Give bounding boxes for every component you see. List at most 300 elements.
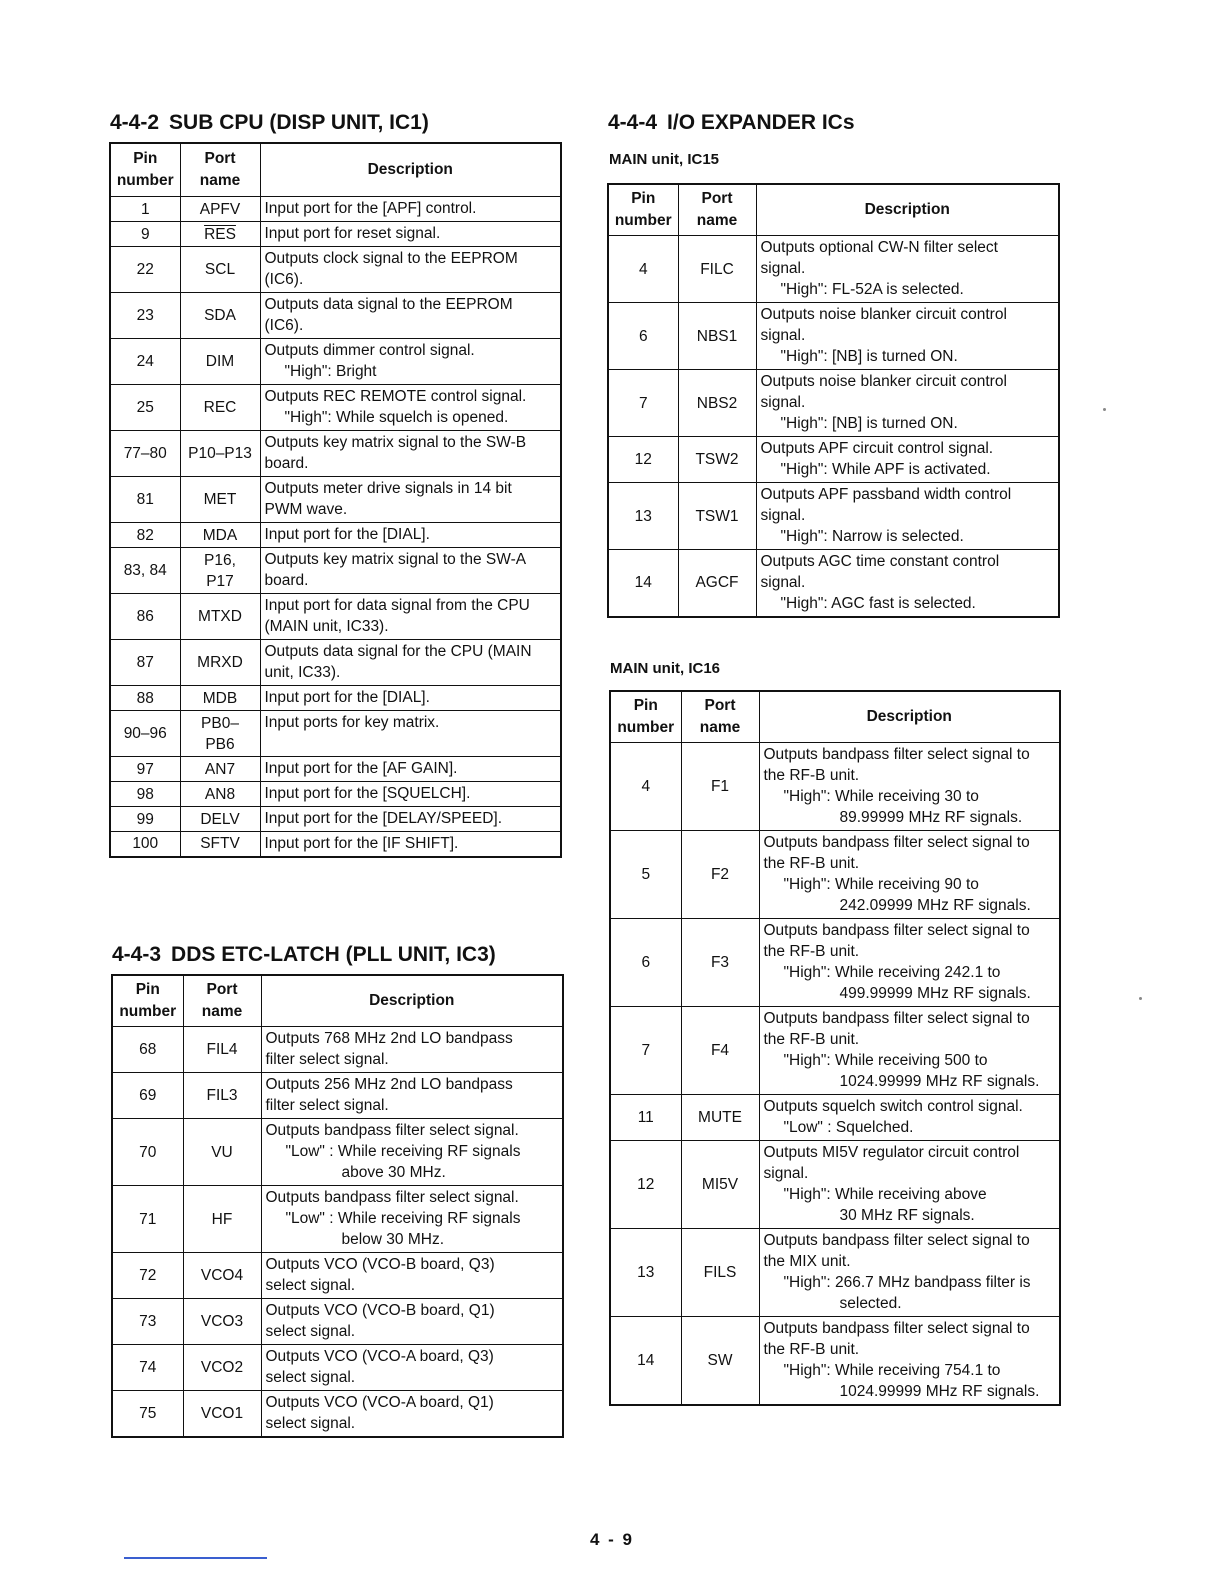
port-name-cell xyxy=(678,303,756,370)
header-port-line1: Port xyxy=(204,150,236,167)
description-line: Outputs 256 MHz 2nd LO bandpass xyxy=(265,1076,513,1093)
port-name-cell xyxy=(180,548,260,594)
port-name: F3 xyxy=(710,954,730,971)
pin-number-cell: 23 xyxy=(110,293,180,339)
header-port-line2: name xyxy=(201,1003,243,1020)
table-header-row xyxy=(112,975,563,1027)
subtitle-ic15: MAIN unit, IC15 xyxy=(609,151,720,168)
description-line: Outputs key matrix signal to the SW-A xyxy=(264,551,527,568)
header-pin-line2: number xyxy=(116,172,174,189)
section-title-4-4-4 xyxy=(608,111,855,135)
description-line: signal. xyxy=(760,260,806,277)
pin-number-cell: 7 xyxy=(608,370,678,437)
description-line: Outputs bandpass filter select signal to xyxy=(763,1010,1030,1027)
port-name: HF xyxy=(211,1210,233,1228)
port-name: VCO4 xyxy=(200,1267,244,1284)
port-name: FIL4 xyxy=(206,1041,238,1058)
table-row xyxy=(110,247,561,293)
section-title-4-4-2 xyxy=(110,111,429,135)
pin-number-cell: 82 xyxy=(110,523,180,548)
table-row xyxy=(110,293,561,339)
port-name-cell xyxy=(183,1345,261,1391)
description-line: Outputs VCO (VCO-A board, Q3) xyxy=(265,1348,494,1365)
description-line: Outputs bandpass filter select signal to xyxy=(763,746,1030,763)
port-name-cell xyxy=(180,477,260,523)
pin-number-cell: 14 xyxy=(608,550,678,617)
table-row xyxy=(608,483,1059,550)
pin-number-cell: 70 xyxy=(112,1119,183,1186)
port-name-cell xyxy=(183,1253,261,1299)
section-title-text: SUB CPU (DISP UNIT, IC1) xyxy=(169,111,429,134)
port-name-cell xyxy=(183,1027,261,1073)
col-header-port xyxy=(183,975,261,1027)
table-row xyxy=(610,1095,1060,1141)
section-number: 4-4-3 xyxy=(112,943,162,966)
description-line: PWM wave. xyxy=(264,501,348,518)
table-row xyxy=(610,1317,1060,1405)
port-name: VCO1 xyxy=(200,1404,244,1422)
description-line: "High": FL-52A is selected. xyxy=(780,281,964,298)
table-header-row xyxy=(110,143,561,197)
description-line: the RF-B unit. xyxy=(763,1341,860,1358)
scan-speck xyxy=(1103,408,1106,411)
table-row xyxy=(112,1073,563,1119)
pin-number-cell: 87 xyxy=(110,640,180,686)
pin-number-cell: 77–80 xyxy=(110,431,180,477)
description-line: unit, IC33). xyxy=(264,664,341,681)
table-row xyxy=(110,807,561,832)
description-cell xyxy=(260,594,561,640)
description-cell xyxy=(261,1073,563,1119)
section-number: 4-4-2 xyxy=(110,111,160,134)
port-name-cell xyxy=(183,1186,261,1253)
table-sub-cpu xyxy=(109,142,562,858)
port-name-cell xyxy=(180,711,260,757)
table-row xyxy=(608,236,1059,303)
pin-number-cell: 75 xyxy=(112,1391,183,1437)
description-line: Outputs meter drive signals in 14 bit xyxy=(264,480,512,497)
port-name: MI5V xyxy=(701,1176,739,1193)
table-row xyxy=(110,385,561,431)
description-line: "High": 266.7 MHz bandpass filter is xyxy=(783,1274,1031,1291)
table-dds-etc-latch xyxy=(111,974,564,1438)
description-line: signal. xyxy=(760,574,806,591)
pin-number-cell: 83, 84 xyxy=(110,548,180,594)
header-pin-line2: number xyxy=(119,1003,177,1020)
col-header-description: Description xyxy=(759,691,1060,743)
description-cell xyxy=(759,1317,1060,1405)
description-line: (IC6). xyxy=(264,317,304,334)
port-name-cell xyxy=(678,550,756,617)
description-cell xyxy=(756,236,1059,303)
port-name: MRXD xyxy=(197,654,243,671)
pin-number-cell: 14 xyxy=(610,1317,681,1405)
subtitle-ic16: MAIN unit, IC16 xyxy=(610,660,721,677)
port-name: FIL3 xyxy=(206,1087,238,1104)
header-port-line1: Port xyxy=(704,697,736,714)
description-line: the RF-B unit. xyxy=(763,855,860,872)
description-line: Outputs VCO (VCO-A board, Q1) xyxy=(265,1394,494,1411)
col-header-pin xyxy=(608,184,678,236)
port-name-cell xyxy=(678,236,756,303)
port-name-cell xyxy=(678,437,756,483)
header-pin-line2: number xyxy=(617,719,675,736)
description-cell xyxy=(260,548,561,594)
port-name: APFV xyxy=(199,200,241,218)
description-line: the MIX unit. xyxy=(763,1253,851,1270)
port-name: P10–P13 xyxy=(188,445,252,462)
pin-number-cell: 6 xyxy=(608,303,678,370)
pin-number-cell: 24 xyxy=(110,339,180,385)
description-cell xyxy=(261,1119,563,1186)
scan-speck xyxy=(1139,997,1142,1000)
table-row xyxy=(110,640,561,686)
pin-number-cell: 68 xyxy=(112,1027,183,1073)
port-name-cell xyxy=(183,1391,261,1437)
header-port-line1: Port xyxy=(206,981,238,998)
port-name-cell xyxy=(180,197,260,222)
port-name: MDA xyxy=(202,526,238,544)
description-line: the RF-B unit. xyxy=(763,1031,860,1048)
description-line: Outputs MI5V regulator circuit control xyxy=(763,1144,1020,1161)
pin-number-cell: 12 xyxy=(608,437,678,483)
description-cell xyxy=(759,743,1060,831)
port-name-cell xyxy=(681,831,759,919)
description-line: Input port for the [DIAL]. xyxy=(264,526,430,543)
description-cell xyxy=(759,919,1060,1007)
description-line: Outputs AGC time constant control xyxy=(760,553,1000,570)
description-line: Outputs bandpass filter select signal to xyxy=(763,922,1030,939)
description-cell xyxy=(759,1141,1060,1229)
table-row xyxy=(610,831,1060,919)
col-header-pin xyxy=(110,143,180,197)
description-line: the RF-B unit. xyxy=(763,943,860,960)
description-line: "High": While receiving 242.1 to xyxy=(783,964,1001,981)
table-row xyxy=(110,431,561,477)
table-header-row xyxy=(608,184,1059,236)
description-cell xyxy=(260,523,561,548)
description-line: select signal. xyxy=(265,1323,356,1340)
description-cell xyxy=(756,370,1059,437)
pin-number-cell: 25 xyxy=(110,385,180,431)
col-header-pin xyxy=(112,975,183,1027)
table-row xyxy=(608,437,1059,483)
description-line: 89.99999 MHz RF signals. xyxy=(839,809,1023,826)
description-cell xyxy=(260,757,561,782)
description-line: "High": AGC fast is selected. xyxy=(780,595,976,612)
pin-number-cell: 81 xyxy=(110,477,180,523)
description-line: Outputs data signal for the CPU (MAIN xyxy=(264,643,532,660)
description-line: selected. xyxy=(839,1295,902,1312)
port-name-cell xyxy=(183,1119,261,1186)
pin-number-cell: 100 xyxy=(110,832,180,857)
port-name-cell xyxy=(180,832,260,857)
description-cell xyxy=(260,640,561,686)
description-line: Outputs dimmer control signal. xyxy=(264,342,475,359)
description-line: Outputs bandpass filter select signal. xyxy=(265,1189,519,1206)
port-name: FILS xyxy=(703,1264,737,1281)
port-name: F4 xyxy=(710,1042,730,1059)
description-line: 242.09999 MHz RF signals. xyxy=(839,897,1031,914)
port-name-cell xyxy=(183,1299,261,1345)
description-line: "High": While receiving 90 to xyxy=(783,876,979,893)
port-name: TSW1 xyxy=(695,507,739,525)
port-name-cell xyxy=(180,247,260,293)
table-row xyxy=(110,711,561,757)
port-name-cell xyxy=(180,807,260,832)
description-line: Outputs clock signal to the EEPROM xyxy=(264,250,518,267)
section-number: 4-4-4 xyxy=(608,111,658,134)
table-row xyxy=(608,550,1059,617)
description-line: signal. xyxy=(760,327,806,344)
footer-link-underline xyxy=(124,1557,267,1559)
description-line: Outputs 768 MHz 2nd LO bandpass xyxy=(265,1030,513,1047)
pin-number-cell: 69 xyxy=(112,1073,183,1119)
col-header-description: Description xyxy=(260,143,561,197)
section-title-text: I/O EXPANDER ICs xyxy=(667,111,855,134)
description-line: 1024.99999 MHz RF signals. xyxy=(839,1383,1040,1400)
description-line: the RF-B unit. xyxy=(763,767,860,784)
description-line: Outputs noise blanker circuit control xyxy=(760,373,1007,390)
description-cell xyxy=(260,807,561,832)
description-line: Input ports for key matrix. xyxy=(264,714,440,731)
description-line: "High": While APF is activated. xyxy=(780,461,991,478)
description-line: Input port for the [APF] control. xyxy=(264,200,477,217)
pin-number-cell: 97 xyxy=(110,757,180,782)
description-line: board. xyxy=(264,455,309,472)
description-line: "High": While receiving 30 to xyxy=(783,788,979,805)
port-name-cell xyxy=(681,1141,759,1229)
pin-number-cell: 72 xyxy=(112,1253,183,1299)
port-name-cell xyxy=(681,919,759,1007)
description-line: "High": [NB] is turned ON. xyxy=(780,415,958,432)
port-name: SW xyxy=(707,1351,733,1369)
pin-number-cell: 5 xyxy=(610,831,681,919)
col-header-description: Description xyxy=(261,975,563,1027)
description-line: Input port for the [IF SHIFT]. xyxy=(264,835,459,852)
table-row xyxy=(110,477,561,523)
header-pin-line1: Pin xyxy=(631,190,656,207)
description-cell xyxy=(756,303,1059,370)
description-cell xyxy=(759,1095,1060,1141)
port-name: MTXD xyxy=(198,608,242,625)
description-line: Outputs APF passband width control xyxy=(760,486,1012,503)
header-port-line2: name xyxy=(696,212,738,229)
description-line: "High": [NB] is turned ON. xyxy=(780,348,958,365)
table-row xyxy=(608,370,1059,437)
table-row xyxy=(112,1391,563,1437)
pin-number-cell: 74 xyxy=(112,1345,183,1391)
pin-number-cell: 22 xyxy=(110,247,180,293)
description-line: "High": Narrow is selected. xyxy=(780,528,964,545)
description-cell xyxy=(260,477,561,523)
port-name: MET xyxy=(203,491,237,508)
description-cell xyxy=(759,1229,1060,1317)
description-line: Input port for the [AF GAIN]. xyxy=(264,760,458,777)
port-name-cell xyxy=(180,640,260,686)
table-row xyxy=(112,1119,563,1186)
table-row xyxy=(110,222,561,247)
port-name: P16, xyxy=(204,551,236,569)
col-header-port xyxy=(180,143,260,197)
port-name-cell xyxy=(678,370,756,437)
port-name: REC xyxy=(203,399,237,416)
pin-number-cell: 13 xyxy=(608,483,678,550)
description-line: Outputs bandpass filter select signal to xyxy=(763,1320,1030,1337)
header-pin-line1: Pin xyxy=(633,697,658,714)
description-line: Outputs bandpass filter select signal to xyxy=(763,834,1030,851)
port-name: VCO2 xyxy=(200,1359,244,1376)
table-row xyxy=(608,303,1059,370)
description-line: signal. xyxy=(760,394,806,411)
description-line: Outputs optional CW-N filter select xyxy=(760,239,998,256)
pin-number-cell: 71 xyxy=(112,1186,183,1253)
description-line: select signal. xyxy=(265,1415,356,1432)
table-row xyxy=(610,743,1060,831)
port-name-cell xyxy=(180,523,260,548)
table-row xyxy=(110,197,561,222)
pin-number-cell: 90–96 xyxy=(110,711,180,757)
description-line: 1024.99999 MHz RF signals. xyxy=(839,1073,1040,1090)
pin-number-cell: 99 xyxy=(110,807,180,832)
pin-number-cell: 86 xyxy=(110,594,180,640)
table-row xyxy=(110,757,561,782)
pin-number-cell: 6 xyxy=(610,919,681,1007)
port-name: DELV xyxy=(200,810,240,828)
description-cell xyxy=(756,483,1059,550)
description-line: signal. xyxy=(760,507,806,524)
table-io-expander-ic16 xyxy=(609,690,1061,1406)
description-line: above 30 MHz. xyxy=(341,1164,446,1181)
table-row xyxy=(112,1253,563,1299)
table-row xyxy=(110,832,561,857)
page-number: 4 - 9 xyxy=(589,1530,635,1549)
col-header-description: Description xyxy=(756,184,1059,236)
description-line: "Low" : Squelched. xyxy=(783,1119,914,1136)
table-row xyxy=(110,594,561,640)
description-cell xyxy=(260,339,561,385)
description-line: board. xyxy=(264,572,309,589)
pin-number-cell: 7 xyxy=(610,1007,681,1095)
description-cell xyxy=(260,711,561,757)
table-io-expander-ic15 xyxy=(607,183,1060,618)
port-name-cell xyxy=(180,222,260,247)
table-row xyxy=(110,686,561,711)
description-line: "High": While receiving 754.1 to xyxy=(783,1362,1001,1379)
description-line: Outputs squelch switch control signal. xyxy=(763,1098,1023,1115)
table-row xyxy=(610,919,1060,1007)
pin-number-cell: 12 xyxy=(610,1141,681,1229)
port-name: AGCF xyxy=(695,574,739,592)
description-cell xyxy=(260,686,561,711)
description-line: filter select signal. xyxy=(265,1051,389,1068)
pin-number-cell: 73 xyxy=(112,1299,183,1345)
port-name-cell xyxy=(681,1095,759,1141)
description-line: Input port for the [SQUELCH]. xyxy=(264,785,471,802)
section-title-4-4-3 xyxy=(112,943,496,967)
header-port-line2: name xyxy=(199,172,241,189)
table-row xyxy=(610,1229,1060,1317)
description-cell xyxy=(261,1299,563,1345)
port-name: PB6 xyxy=(205,735,235,753)
port-name: P17 xyxy=(206,572,234,590)
port-name: DIM xyxy=(205,353,235,370)
description-line: filter select signal. xyxy=(265,1097,389,1114)
description-cell xyxy=(759,831,1060,919)
description-cell xyxy=(260,247,561,293)
port-name-cell xyxy=(681,1229,759,1317)
port-name-cell xyxy=(180,293,260,339)
description-cell xyxy=(260,782,561,807)
port-name-cell xyxy=(180,757,260,782)
port-name-cell xyxy=(180,594,260,640)
table-row xyxy=(110,548,561,594)
description-line: select signal. xyxy=(265,1369,356,1386)
port-name: MDB xyxy=(202,689,238,707)
port-name-cell xyxy=(681,743,759,831)
description-line: 499.99999 MHz RF signals. xyxy=(839,985,1031,1002)
description-cell xyxy=(756,550,1059,617)
pin-number-cell: 11 xyxy=(610,1095,681,1141)
col-header-pin xyxy=(610,691,681,743)
description-line: Input port for the [DIAL]. xyxy=(264,689,430,706)
description-line: "High": Bright xyxy=(284,363,377,380)
description-line: Input port for the [DELAY/SPEED]. xyxy=(264,810,502,827)
description-cell xyxy=(261,1253,563,1299)
port-name: $\overline{RES}$ xyxy=(204,225,236,243)
pin-number-cell: 4 xyxy=(610,743,681,831)
port-name-cell xyxy=(681,1317,759,1405)
port-name: AN7 xyxy=(204,760,236,778)
description-cell xyxy=(261,1186,563,1253)
section-title-text: DDS ETC-LATCH (PLL UNIT, IC3) xyxy=(171,943,496,966)
port-name-cell xyxy=(180,686,260,711)
port-name: NBS1 xyxy=(696,327,738,345)
description-line: Outputs data signal to the EEPROM xyxy=(264,296,513,313)
table-row xyxy=(110,523,561,548)
description-line: Input port for data signal from the CPU xyxy=(264,597,530,614)
table-row xyxy=(112,1299,563,1345)
description-cell xyxy=(260,197,561,222)
description-line: Outputs key matrix signal to the SW-B xyxy=(264,434,527,451)
pin-number-cell: 88 xyxy=(110,686,180,711)
port-name: AN8 xyxy=(204,785,236,803)
description-cell xyxy=(759,1007,1060,1095)
pin-number-cell: 98 xyxy=(110,782,180,807)
table-header-row xyxy=(610,691,1060,743)
port-name: VCO3 xyxy=(200,1313,244,1330)
description-line: (MAIN unit, IC33). xyxy=(264,618,389,635)
port-name: MUTE xyxy=(698,1109,742,1126)
description-line: select signal. xyxy=(265,1277,356,1294)
description-line: below 30 MHz. xyxy=(341,1231,445,1248)
pin-number-cell: 9 xyxy=(110,222,180,247)
col-header-port xyxy=(681,691,759,743)
description-line: Outputs bandpass filter select signal. xyxy=(265,1122,519,1139)
port-name: F1 xyxy=(710,778,730,795)
header-port-line2: name xyxy=(699,719,741,736)
description-line: signal. xyxy=(763,1165,809,1182)
header-pin-line1: Pin xyxy=(135,981,160,998)
port-name: PB0– xyxy=(201,714,239,732)
table-row xyxy=(110,339,561,385)
port-name: SFTV xyxy=(200,835,240,853)
description-cell xyxy=(261,1027,563,1073)
description-line: (IC6). xyxy=(264,271,304,288)
port-name-cell xyxy=(180,782,260,807)
pin-number-cell: 4 xyxy=(608,236,678,303)
description-cell xyxy=(260,385,561,431)
